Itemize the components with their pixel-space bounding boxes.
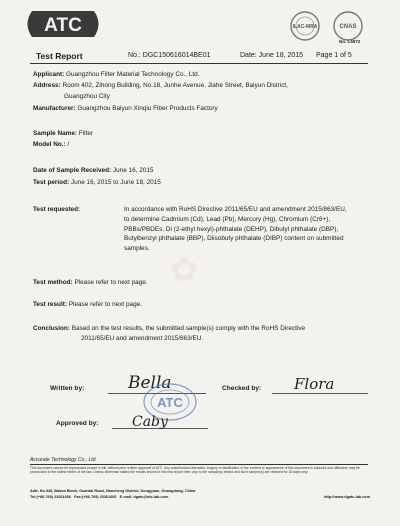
- checked-signature: [292, 372, 348, 394]
- model-row: [33, 140, 69, 150]
- address-label: Address:: [33, 82, 61, 89]
- footer-address-row: [30, 489, 370, 494]
- received-row: [33, 166, 153, 176]
- result-value: Please refer to next page.: [68, 301, 142, 308]
- atc-logo: [22, 10, 104, 38]
- applicant-value: Guangzhou Filter Material Technology Co., Ltd.: [66, 71, 200, 78]
- address-row: [33, 81, 288, 91]
- manufacturer-row: [33, 104, 218, 114]
- method-label: Test method:: [33, 279, 73, 286]
- report-date: Date: June 18, 2015: [240, 52, 304, 59]
- period-value: June 16, 2015 to June 18, 2015: [70, 179, 161, 186]
- seal-right-text: CNAS: [339, 24, 357, 30]
- logo-text: ATC: [44, 15, 82, 36]
- requested-line: samples.: [124, 245, 150, 253]
- method-row: [33, 278, 148, 288]
- svg-text:Flora: Flora: [294, 375, 335, 393]
- model-value: /: [67, 141, 70, 148]
- sample-name-row: [33, 129, 93, 139]
- approved-signature: [130, 410, 176, 432]
- report-number: No.: DGC150616014BE01: [128, 52, 211, 59]
- manufacturer-value: Guangzhou Baiyun Xinqiu Fiber Products Factory: [77, 105, 218, 112]
- requested-line: In accordance with RoHS Directive 2011/65/EU and amendment 2015/863/EU,: [124, 206, 347, 213]
- footer-company: Accurate Technology Co., Ltd.: [30, 457, 97, 463]
- address-line2: Guangzhou City: [64, 93, 110, 100]
- svg-text:Bella: Bella: [128, 373, 172, 392]
- method-value: Please refer to next page.: [74, 279, 148, 286]
- footer-divider: [30, 464, 368, 465]
- applicant-label: Applicant:: [33, 71, 65, 78]
- received-label: Date of Sample Received:: [33, 167, 112, 174]
- checked-by-label: Checked by:: [222, 385, 262, 392]
- sample-name-value: Filter: [78, 130, 94, 137]
- footer-tel: Tel:(+86-769) 23201666: [30, 495, 71, 499]
- period-row: [33, 178, 161, 188]
- period-label: Test period:: [33, 179, 70, 186]
- page-indicator: Page 1 of 5: [316, 52, 352, 59]
- approved-by-label: Approved by:: [56, 420, 99, 427]
- svg-text:Caby: Caby: [132, 414, 168, 430]
- requested-body: [124, 205, 360, 254]
- manufacturer-label: Manufacturer:: [33, 105, 76, 112]
- conclusion-row: [33, 324, 305, 334]
- result-label: Test result:: [33, 301, 67, 308]
- footer-email[interactable]: E-mail: dgatc@atc-lab.com: [119, 495, 169, 499]
- model-label: Model No.:: [33, 141, 66, 148]
- requested-line: to determine Cadmium (Cd), Lead (Pb), Mercury (Hg), Chromium (Cr6+),: [124, 215, 331, 223]
- conclusion-label: Conclusion:: [33, 325, 70, 332]
- requested-label: Test requested:: [33, 206, 81, 213]
- footer-web[interactable]: http://www.dgatc-lab.com: [323, 495, 370, 499]
- received-value: June 16, 2015: [112, 167, 154, 174]
- sample-name-label: Sample Name:: [33, 130, 78, 137]
- stamp-text: ATC: [157, 395, 183, 410]
- footer-contact-row: [30, 495, 370, 500]
- requested-line: Butylbenzyl phthalate (BBP), Diisobuty phthalate (DIBP) content on submitted: [124, 235, 344, 243]
- watermark: ✿: [170, 250, 199, 290]
- footer-address: Add: No.345, Baima Block, Guantai Road, Nancheng District, Dongguan, Guangdong, China: [30, 489, 196, 493]
- lab-number: No. L4672: [339, 39, 361, 44]
- conclusion-line2: 2011/65/EU and amendment 2015/863/EU.: [81, 335, 204, 342]
- header-divider: [30, 63, 368, 64]
- footer-disclaimer: This document cannot be reproduced except in full, without prior written approval of ATC. Any unauthorized alteration, forgery or falsification of the content or appearance of this document is unlawful and offenders may be prosecuted to the fullest extent of the law. Unless otherwise stated the results shown in this test report refer only to the sample(s) tested and such sample(s) are retained for 30 days only.: [30, 466, 360, 475]
- report-title: Test Report: [36, 51, 83, 61]
- address-line1: Room 402, Zihong Building, No.18, Junhe Avenue, Jiahe Street, Baiyun District,: [62, 82, 288, 89]
- footer-fax: Fax:(+86-769) 23301600: [74, 495, 117, 499]
- written-by-label: Written by:: [50, 385, 85, 392]
- requested-line: PBBs/PBDEs, Di (2-ethyl hexyl)-phthalate (DEHP), Dibutyl phthalate (DBP),: [124, 225, 339, 233]
- applicant-row: [33, 70, 199, 80]
- result-row: [33, 300, 142, 310]
- conclusion-line1: Based on the test results, the submitted sample(s) comply with the RoHS Directive: [71, 325, 306, 332]
- seal-left-text: ILAC-MRA: [292, 24, 318, 30]
